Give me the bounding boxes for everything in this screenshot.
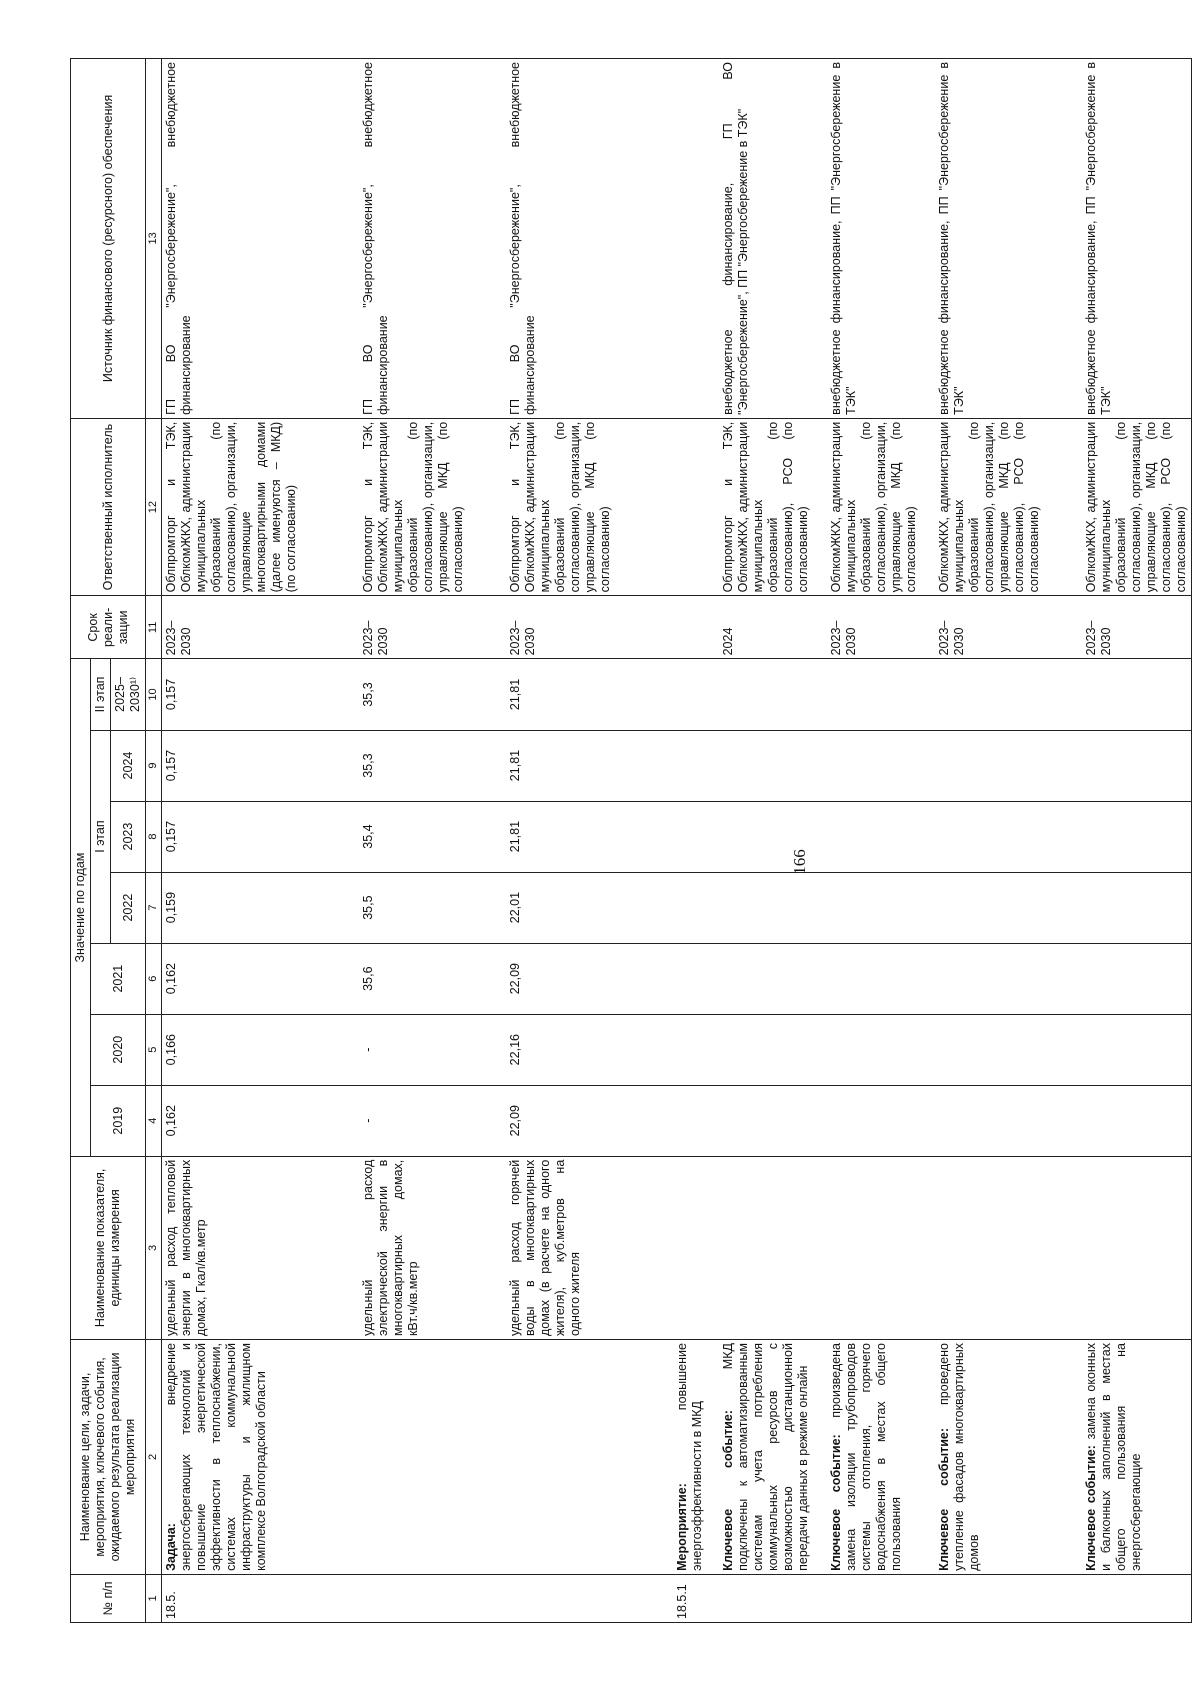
row-number: 18.5.1	[615, 1574, 707, 1622]
row-term: 2023–2030	[468, 596, 615, 659]
table-body	[162, 59, 1192, 1623]
header-year: 2024	[111, 730, 146, 801]
row-value: 21,81	[468, 801, 615, 872]
row-value: -	[301, 1014, 468, 1085]
row-value	[1044, 801, 1192, 872]
row-value	[1044, 659, 1192, 730]
row-name	[468, 1340, 615, 1575]
row-value	[1044, 872, 1192, 943]
row-term: 2023–2030	[162, 596, 302, 659]
header-stage2: II этап	[91, 659, 111, 730]
header-indicator: Наименование показателя, единицы измерения	[71, 1156, 146, 1339]
row-value	[921, 872, 1044, 943]
row-name-label: Ключевое событие:	[829, 1434, 844, 1571]
row-executor: Облпромторг и ТЭК, ОблкомЖКХ, администрации муниципальных образований (по согласованию), организации, управляющие МКД (по согласованию)	[468, 418, 615, 596]
row-term: 2023–2030	[921, 596, 1044, 659]
column-number: 6	[146, 943, 162, 1014]
row-value	[1044, 1085, 1192, 1156]
row-name	[162, 1340, 302, 1575]
row-name-label: Ключевое событие:	[937, 1427, 952, 1571]
row-term: 2023–2030	[1044, 596, 1192, 659]
row-value: 35,3	[301, 659, 468, 730]
row-number	[813, 1574, 921, 1622]
column-numbers-row	[146, 59, 162, 1623]
header-year: 2025–2030¹⁾	[111, 659, 146, 730]
row-value	[707, 801, 813, 872]
row-name	[813, 1340, 921, 1575]
header-name: Наименование цели, задачи, мероприятия, ключевого события, ожидаемого результата реализации мероприятия	[71, 1340, 146, 1575]
row-value: 0,162	[162, 1085, 302, 1156]
row-number	[707, 1574, 813, 1622]
row-name-label: Задача:	[164, 1523, 179, 1571]
row-value	[707, 730, 813, 801]
row-indicator	[1044, 1156, 1192, 1339]
table-row	[468, 59, 615, 1623]
row-value	[615, 872, 707, 943]
row-indicator	[921, 1156, 1044, 1339]
row-value	[615, 801, 707, 872]
row-value	[813, 730, 921, 801]
row-name	[921, 1340, 1044, 1575]
header-year: 2020	[91, 1014, 146, 1085]
row-value	[707, 872, 813, 943]
row-value	[921, 801, 1044, 872]
row-number	[301, 1574, 468, 1622]
column-number: 12	[146, 418, 162, 596]
row-value	[615, 730, 707, 801]
row-value	[813, 1014, 921, 1085]
row-value: 0,162	[162, 943, 302, 1014]
row-value	[707, 943, 813, 1014]
row-executor: Облпромторг и ТЭК, ОблкомЖКХ, администрации муниципальных образований (по согласованию), организации, управляющие МКД (по согласованию)	[301, 418, 468, 596]
row-source	[615, 59, 707, 419]
header-executor: Ответственный исполнитель	[71, 418, 146, 596]
row-value: -	[301, 1085, 468, 1156]
column-number: 2	[146, 1340, 162, 1575]
header-year: 2021	[91, 943, 146, 1014]
page-number: 166	[790, 849, 809, 875]
row-value	[707, 659, 813, 730]
row-value	[921, 1014, 1044, 1085]
row-value	[813, 801, 921, 872]
row-number	[468, 1574, 615, 1622]
column-number: 8	[146, 801, 162, 872]
header-source: Источник финансового (ресурсного) обеспечения	[71, 59, 146, 419]
row-source: внебюджетное финансирование, ПП "Энергосбережение в ТЭК"	[921, 59, 1044, 419]
row-executor: Облпромторг и ТЭК, ОблкомЖКХ, администрации муниципальных образований (по согласованию), РСО (по согласованию)	[707, 418, 813, 596]
row-value	[707, 1085, 813, 1156]
column-number: 7	[146, 872, 162, 943]
row-source: ГП ВО "Энергосбережение", внебюджетное финансирование	[162, 59, 302, 419]
row-executor: ОблкомЖКХ, администрации муниципальных образований (по согласованию), организации, управляющие МКД (по согласованию), РСО (по согласованию)	[1044, 418, 1192, 596]
row-value: 35,4	[301, 801, 468, 872]
column-number: 10	[146, 659, 162, 730]
row-executor	[615, 418, 707, 596]
row-name-text: проведено утепление фасадов многоквартирных домов	[937, 1343, 982, 1571]
table-row	[707, 59, 813, 1623]
row-value	[615, 1085, 707, 1156]
row-indicator: удельный расход электрической энергии в многоквартирных домах, кВт.ч/кв.метр	[301, 1156, 468, 1339]
header-year: 2022	[111, 872, 146, 943]
column-number: 13	[146, 59, 162, 419]
column-number: 3	[146, 1156, 162, 1339]
row-value: 35,3	[301, 730, 468, 801]
row-value: 0,157	[162, 659, 302, 730]
row-name-text: внедрение энергосберегающих технологий и повышение энергетической эффективности в теплоснабжении, системах коммунальной инфраструктуры и жилищном комплексе Волгоградской области	[164, 1343, 269, 1571]
row-name	[615, 1340, 707, 1575]
column-number: 9	[146, 730, 162, 801]
row-value	[615, 659, 707, 730]
row-name-text: МКД подключены к автоматизированным системам учета потребления коммунальных ресурсов с возможностью дистанционной передачи данных в режиме онлайн	[721, 1343, 811, 1571]
row-value: 22,01	[468, 872, 615, 943]
row-source: ГП ВО "Энергосбережение", внебюджетное финансирование	[301, 59, 468, 419]
column-number: 4	[146, 1085, 162, 1156]
row-value	[1044, 1014, 1192, 1085]
header-year: 2023	[111, 801, 146, 872]
row-value	[813, 872, 921, 943]
row-number	[921, 1574, 1044, 1622]
row-value: 0,157	[162, 730, 302, 801]
table-row	[813, 59, 921, 1623]
row-term: 2024	[707, 596, 813, 659]
table-row	[615, 59, 707, 1623]
row-indicator	[813, 1156, 921, 1339]
row-source: ГП ВО "Энергосбережение", внебюджетное финансирование	[468, 59, 615, 419]
row-source: внебюджетное финансирование, ГП ВО "Энергосбережение", ПП "Энергосбережение в ТЭК"	[707, 59, 813, 419]
table-row	[1044, 59, 1192, 1623]
row-executor: ОблкомЖКХ, администрации муниципальных образований (по согласованию), организации, управляющие МКД (по согласованию), РСО (по согласованию)	[921, 418, 1044, 596]
program-table	[70, 58, 1192, 1623]
row-name-text: произведена замена изоляции трубопроводов системы отопления, горячего водоснабжения в местах общего пользования	[829, 1343, 904, 1571]
column-number: 1	[146, 1574, 162, 1622]
row-term	[615, 596, 707, 659]
row-name	[1044, 1340, 1192, 1575]
row-value: 0,157	[162, 801, 302, 872]
row-value: 0,166	[162, 1014, 302, 1085]
header-values-by-years: Значение по годам	[71, 659, 91, 1156]
header-stage1: I этап	[91, 730, 111, 943]
row-source: внебюджетное финансирование, ПП "Энергосбережение в ТЭК"	[1044, 59, 1192, 419]
row-indicator	[615, 1156, 707, 1339]
row-value	[813, 659, 921, 730]
header-term: Срок реали-зации	[71, 596, 146, 659]
column-number: 11	[146, 596, 162, 659]
row-name-text: повышение энергоэффективности в МКД	[675, 1343, 705, 1571]
row-value: 0,159	[162, 872, 302, 943]
row-value	[615, 943, 707, 1014]
row-term: 2023–2030	[301, 596, 468, 659]
row-indicator: удельный расход тепловой энергии в многоквартирных домах, Гкал/кв.метр	[162, 1156, 302, 1339]
row-number: 18.5.	[162, 1574, 302, 1622]
row-value	[813, 943, 921, 1014]
row-executor: ОблкомЖКХ, администрации муниципальных образований (по согласованию), организации, управляющие МКД (по согласованию)	[813, 418, 921, 596]
row-value	[921, 659, 1044, 730]
row-value	[615, 1014, 707, 1085]
row-value	[1044, 943, 1192, 1014]
row-value: 22,09	[468, 1085, 615, 1156]
row-number	[1044, 1574, 1192, 1622]
row-name-text: замена оконных и балконных заполнений в местах общего пользования на энергосберегающие	[1084, 1343, 1144, 1571]
row-value	[1044, 730, 1192, 801]
row-value: 21,81	[468, 730, 615, 801]
row-executor: Облпромторг и ТЭК, ОблкомЖКХ, администрации муниципальных образований (по согласованию), организации, управляющие многоквартирными домами (далее именуются – МКД) (по согласованию)	[162, 418, 302, 596]
header-year: 2019	[91, 1085, 146, 1156]
row-name-label: Ключевое событие:	[1084, 1445, 1099, 1571]
row-name-label: Мероприятие:	[675, 1483, 690, 1571]
row-indicator: удельный расход горячей воды в многоквартирных домах (в расчете на одного жителя), куб.метров на одного жителя	[468, 1156, 615, 1339]
row-source: внебюджетное финансирование, ПП "Энергосбережение в ТЭК"	[813, 59, 921, 419]
row-value: 35,5	[301, 872, 468, 943]
row-value: 21,81	[468, 659, 615, 730]
row-name	[301, 1340, 468, 1575]
row-value: 22,16	[468, 1014, 615, 1085]
row-value: 22,09	[468, 943, 615, 1014]
row-term: 2023–2030	[813, 596, 921, 659]
table-header	[71, 59, 162, 1623]
table-row	[921, 59, 1044, 1623]
table-row	[162, 59, 302, 1623]
row-value	[921, 730, 1044, 801]
row-indicator	[707, 1156, 813, 1339]
column-number: 5	[146, 1014, 162, 1085]
header-no: № п/п	[71, 1574, 146, 1622]
row-value	[921, 943, 1044, 1014]
row-value	[921, 1085, 1044, 1156]
table-row	[301, 59, 468, 1623]
row-value: 35,6	[301, 943, 468, 1014]
row-value	[707, 1014, 813, 1085]
row-name-label: Ключевое событие:	[721, 1410, 736, 1571]
row-name	[707, 1340, 813, 1575]
row-value	[813, 1085, 921, 1156]
